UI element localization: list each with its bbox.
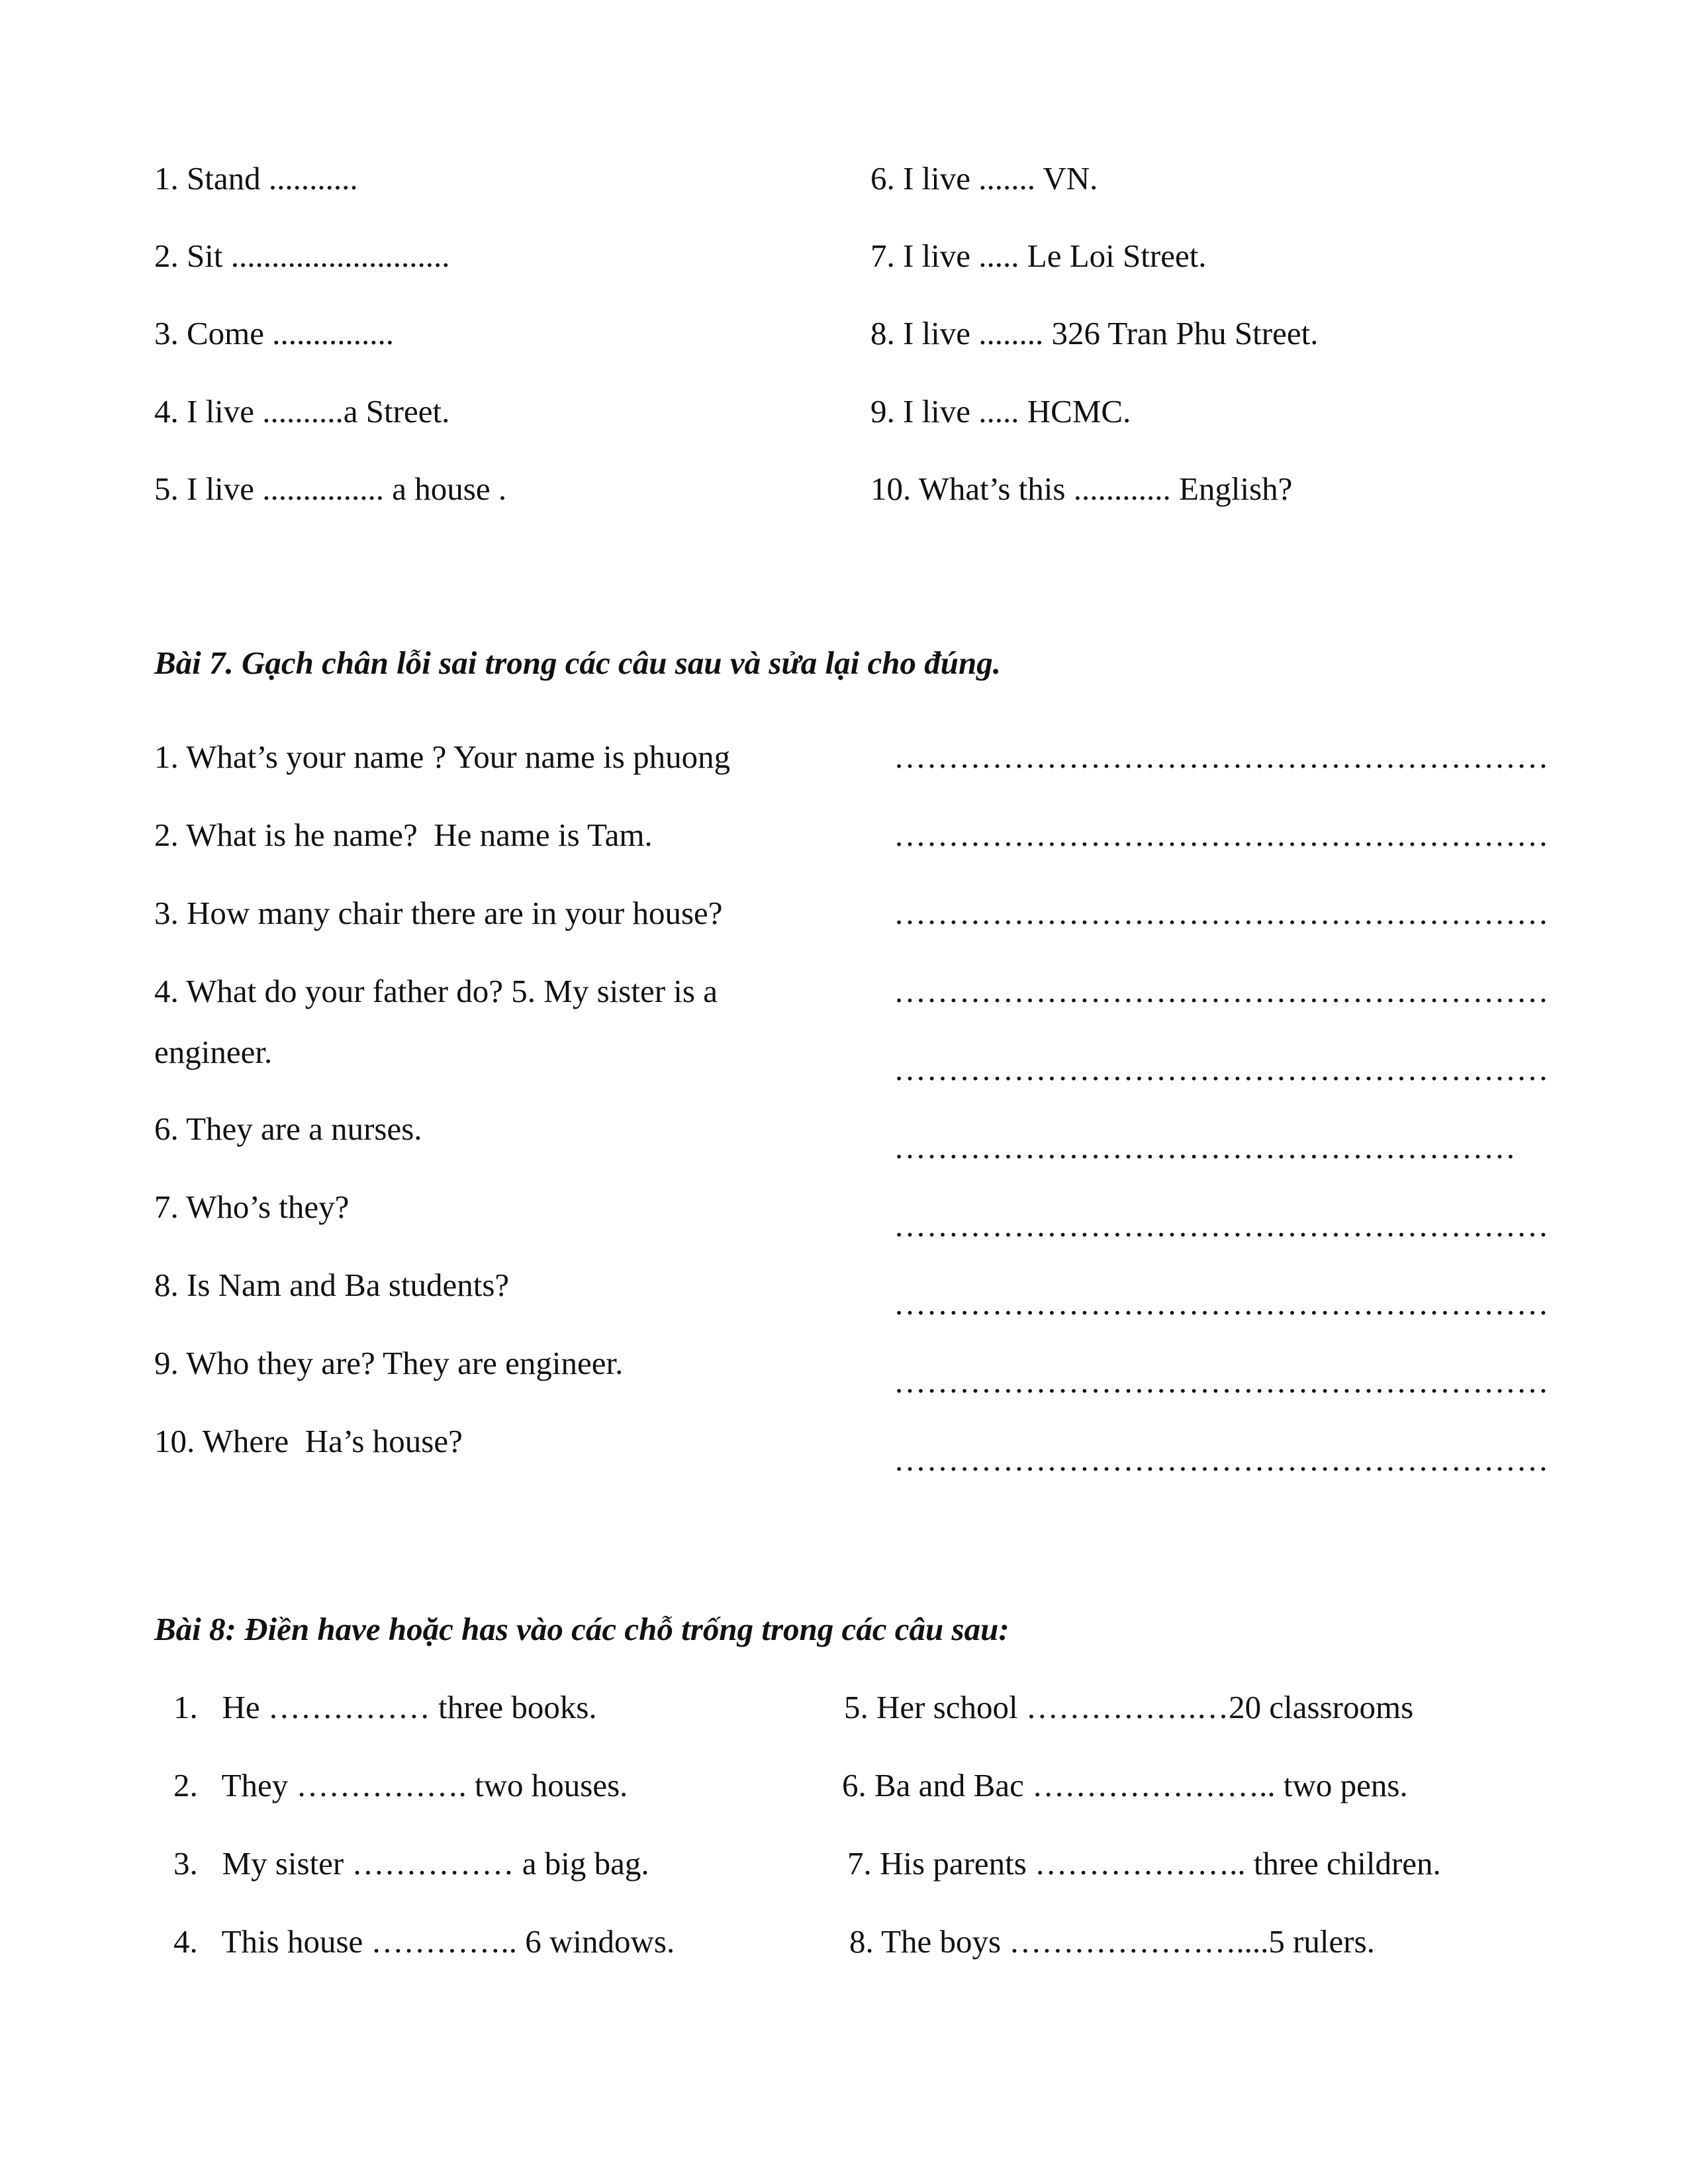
exercise-6-item-5: 5. I live ............... a house . [154, 471, 507, 507]
exercise-6-item-3: 3. Come ............... [154, 315, 395, 351]
exercise-8-item-3: 3. My sister …………… a big bag. [173, 1845, 649, 1882]
exercise-7-question-7: 7. Who’s they? [154, 1189, 350, 1225]
exercise-6-item-8: 8. I live ........ 326 Tran Phu Street. [870, 315, 1319, 351]
exercise-8-item-4: 4. This house ………….. 6 windows. [173, 1923, 675, 1960]
exercise-8-item-7: 7. His parents ……………….. three children. [847, 1845, 1441, 1882]
answer-line-7: …………………………………………………… [894, 1207, 1549, 1244]
exercise-8-item-5: 5. Her school …………….…20 classrooms [844, 1689, 1414, 1725]
exercise-6-item-4: 4. I live ..........a Street. [154, 393, 450, 430]
exercise-6-item-1: 1. Stand ........... [154, 160, 358, 197]
exercise-6-item-2: 2. Sit ........................... [154, 238, 450, 274]
exercise-6-item-9: 9. I live ..... HCMC. [870, 393, 1131, 430]
exercise-7-question-10: 10. Where Ha’s house? [154, 1423, 463, 1459]
exercise-7-question-9: 9. Who they are? They are engineer. [154, 1345, 624, 1381]
exercise-7-question-6: 6. They are a nurses. [154, 1111, 422, 1147]
exercise-7-question-2: 2. What is he name? He name is Tam. [154, 817, 653, 853]
exercise-6-item-6: 6. I live ....... VN. [870, 160, 1098, 197]
answer-line-8: …………………………………………………… [894, 1285, 1549, 1322]
exercise-7-question-1: 1. What’s your name ? Your name is phuong [154, 739, 731, 775]
exercise-7-question-4: 4. What do your father do? 5. My sister is a [154, 973, 718, 1009]
exercise-7-title: Bài 7. Gạch chân lỗi sai trong các câu sau và sửa lại cho đúng. [154, 645, 1002, 681]
answer-line-5: …………………………………………………… [894, 1051, 1549, 1087]
exercise-6-item-7: 7. I live ..... Le Loi Street. [870, 238, 1207, 274]
answer-line-3: …………………………………………………… [894, 895, 1549, 931]
exercise-7-question-4-cont: engineer. [154, 1034, 273, 1070]
answer-line-6: ………………………………………………… [894, 1129, 1517, 1165]
answer-line-2: …………………………………………………… [894, 817, 1549, 853]
exercise-7-question-8: 8. Is Nam and Ba students? [154, 1267, 510, 1303]
exercise-8-item-2: 2. They ……………. two houses. [173, 1767, 628, 1803]
exercise-6-item-10: 10. What’s this ............ English? [870, 471, 1293, 507]
exercise-8-item-8: 8. The boys …………………....5 rulers. [849, 1923, 1375, 1960]
exercise-7-question-3: 3. How many chair there are in your house? [154, 895, 723, 931]
answer-line-4: …………………………………………………… [894, 973, 1549, 1009]
answer-line-9: …………………………………………………… [894, 1363, 1549, 1400]
exercise-8-item-1: 1. He …………… three books. [173, 1689, 597, 1725]
exercise-8-item-6: 6. Ba and Bac ………………….. two pens. [842, 1767, 1408, 1803]
exercise-8-title: Bài 8: Điền have hoặc has vào các chỗ trống trong các câu sau: [154, 1611, 1009, 1647]
answer-line-10: …………………………………………………… [894, 1441, 1549, 1478]
answer-line-1: …………………………………………………… [894, 739, 1549, 775]
